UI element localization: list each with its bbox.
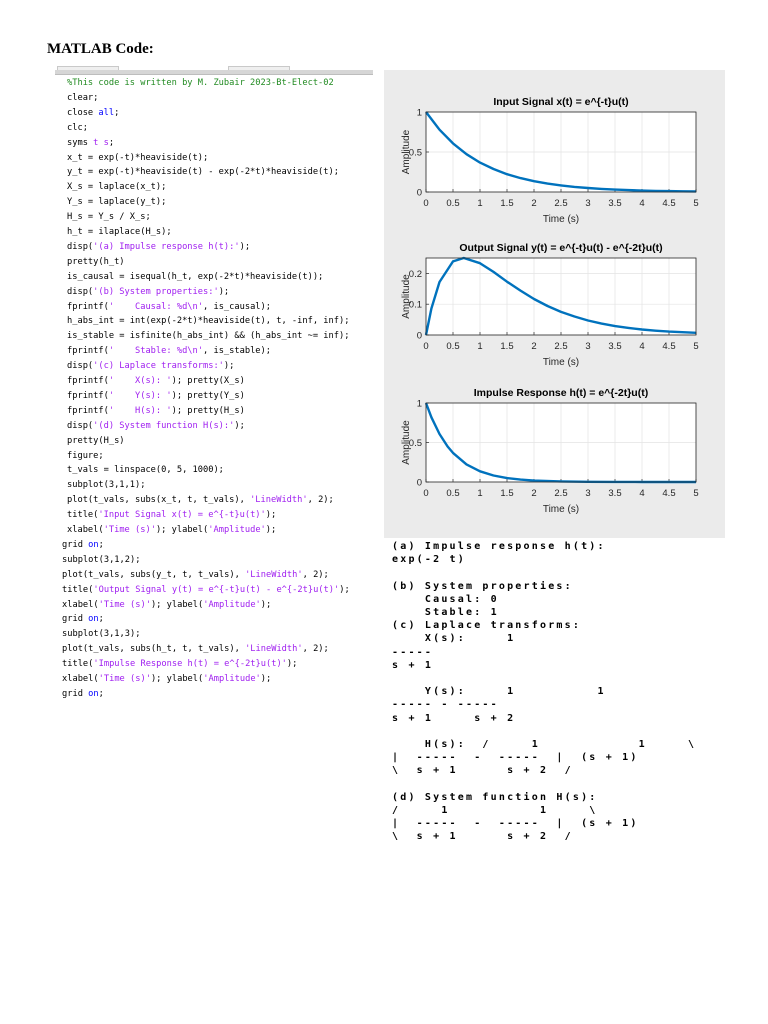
- code-line: [67, 494, 334, 506]
- y-axis-label: Amplitude: [401, 129, 412, 175]
- x-tick-label: 2.5: [554, 341, 568, 352]
- code-token: ); pretty(Y_s): [171, 390, 245, 401]
- code-line: [62, 554, 140, 566]
- code-line: [67, 524, 276, 536]
- code-token: disp(: [67, 361, 94, 372]
- output-line: s + 1 s + 2: [392, 712, 516, 724]
- code-token: ;: [114, 107, 120, 118]
- code-line: [67, 420, 245, 432]
- code-token: ); ylabel(: [150, 599, 204, 610]
- code-line: [67, 345, 271, 357]
- code-token: 'Time (s)': [98, 674, 151, 684]
- x-tick-label: 4: [639, 341, 645, 352]
- output-line: (d) System function H(s):: [392, 791, 598, 803]
- code-token: xlabel(: [67, 525, 104, 535]
- code-token: t_vals = linspace(0, 5, 1000);: [67, 465, 224, 476]
- code-token: disp(: [67, 420, 94, 431]
- code-token: fprintf(: [67, 301, 109, 312]
- y-tick-label: 1: [416, 398, 422, 410]
- code-token: is_stable = isfinite(h_abs_int) && (h_abs_int ~= inf);: [67, 331, 350, 342]
- code-token: fprintf(: [67, 346, 109, 357]
- y-tick-label: 0.2: [408, 268, 422, 280]
- code-token: y_t = exp(-t)*heaviside(t) - exp(-2*t)*heaviside(t);: [67, 167, 339, 178]
- code-line: [67, 241, 250, 253]
- x-tick-label: 1: [477, 198, 483, 209]
- code-token: fprintf(: [67, 390, 109, 401]
- output-line: -----: [392, 646, 434, 658]
- code-token: 'Impulse Response h(t) = e^{-2t}u(t)': [93, 659, 287, 670]
- code-token: on: [88, 614, 99, 625]
- code-token: ;: [98, 539, 104, 550]
- code-line: [67, 107, 119, 119]
- x-tick-label: 4.5: [662, 341, 676, 352]
- code-line: [67, 330, 349, 342]
- output-line: exp(-2 t): [392, 554, 466, 566]
- code-line: [67, 315, 349, 327]
- code-token: );: [260, 674, 272, 684]
- code-token: '(d) System function H(s):': [93, 420, 235, 431]
- code-token: 'Output Signal y(t) = e^{-t}u(t) - e^{-2t}u(t)': [93, 584, 340, 595]
- y-tick-label: 0: [416, 330, 422, 342]
- code-line: [67, 405, 245, 417]
- code-token: , 2);: [302, 569, 329, 580]
- code-token: ' Stable: %d\n': [108, 346, 203, 357]
- subplot-2: [401, 242, 699, 368]
- code-token: t s: [93, 137, 109, 148]
- code-token: );: [286, 659, 298, 670]
- x-tick-label: 4.5: [662, 488, 676, 499]
- code-token: grid: [62, 539, 89, 550]
- x-tick-label: 3.5: [608, 198, 622, 209]
- code-line: [62, 643, 329, 655]
- y-tick-label: 0.5: [408, 438, 422, 449]
- code-token: 'Amplitude': [203, 599, 261, 610]
- code-token: title(: [67, 510, 99, 521]
- code-token: );: [223, 361, 235, 372]
- figure-plots: [384, 70, 725, 538]
- code-token: );: [339, 584, 350, 595]
- x-tick-label: 3.5: [608, 488, 622, 499]
- code-line: [67, 152, 208, 164]
- code-token: grid: [62, 688, 89, 699]
- code-token: %This code is written by M. Zubair 2023-Bt-Elect-02: [67, 78, 334, 88]
- code-line: [67, 77, 334, 89]
- code-token: plot(t_vals, subs(y_t, t, t_vals),: [62, 569, 246, 580]
- y-axis-label: Amplitude: [401, 274, 412, 319]
- code-token: fprintf(: [67, 405, 109, 416]
- x-axis-label: Time (s): [542, 214, 580, 225]
- x-tick-label: 2.5: [554, 198, 568, 209]
- code-token: 'Amplitude': [203, 674, 261, 684]
- code-token: all: [98, 107, 115, 118]
- code-token: 'Time (s)': [103, 525, 156, 535]
- plot-title: Impulse Response h(t) = e^{-2t}u(t): [473, 387, 649, 399]
- code-line: [67, 166, 339, 178]
- code-line: [67, 509, 276, 521]
- code-token: ); pretty(X_s): [171, 376, 245, 386]
- output-line: Causal: 0: [392, 593, 499, 605]
- x-tick-label: 3: [585, 488, 591, 499]
- code-token: on: [88, 539, 99, 550]
- code-token: Y_s = laplace(y_t);: [67, 197, 167, 208]
- output-line: Stable: 1: [392, 607, 499, 618]
- code-token: title(: [62, 659, 94, 670]
- code-token: 'LineWidth': [245, 644, 303, 655]
- code-token: close: [67, 107, 99, 118]
- code-token: plot(t_vals, subs(x_t, t, t_vals),: [67, 495, 251, 506]
- code-line: [62, 658, 297, 670]
- output-line: H(s): / 1 1 \: [392, 739, 697, 750]
- x-tick-label: 1: [477, 488, 483, 499]
- x-tick-label: 0.5: [446, 341, 460, 352]
- code-token: fprintf(: [67, 376, 109, 386]
- code-line: [62, 688, 104, 700]
- code-token: , 2);: [307, 495, 334, 506]
- plot-title: Input Signal x(t) = e^{-t}u(t): [493, 96, 629, 108]
- code-token: 'LineWidth': [250, 495, 308, 506]
- code-token: );: [260, 599, 272, 610]
- x-tick-label: 5: [693, 488, 699, 499]
- code-token: );: [234, 420, 245, 431]
- code-token: ' H(s): ': [108, 405, 172, 416]
- code-token: pretty(h_t): [67, 256, 125, 267]
- code-token: pretty(H_s): [67, 435, 125, 446]
- code-line: [67, 271, 323, 283]
- x-tick-label: 5: [693, 341, 699, 352]
- x-axis-label: Time (s): [542, 357, 580, 368]
- code-token: '(a) Impulse response h(t):': [93, 241, 240, 252]
- code-token: ); pretty(H_s): [171, 405, 245, 416]
- x-tick-label: 3: [585, 341, 591, 352]
- code-line: [67, 435, 125, 447]
- page-heading: MATLAB Code:: [47, 41, 154, 57]
- x-tick-label: 0: [423, 198, 429, 209]
- code-token: , is_causal);: [203, 301, 271, 312]
- output-line: \ s + 1 s + 2 /: [392, 831, 573, 843]
- code-token: );: [265, 510, 277, 521]
- code-token: on: [88, 688, 99, 699]
- x-tick-label: 4: [639, 488, 645, 499]
- code-token: grid: [62, 614, 89, 625]
- code-token: subplot(3,1,2);: [62, 554, 141, 565]
- x-axis-label: Time (s): [542, 504, 580, 515]
- code-line: [67, 181, 166, 193]
- x-tick-label: 4: [639, 198, 645, 209]
- subplot-1: [401, 96, 699, 225]
- x-tick-label: 1.5: [500, 488, 514, 499]
- code-line: [67, 286, 229, 298]
- x-tick-label: 0: [423, 341, 429, 352]
- x-tick-label: 0: [423, 488, 429, 499]
- code-line: [62, 599, 271, 611]
- code-token: X_s = laplace(x_t);: [67, 182, 167, 193]
- code-line: [62, 569, 329, 581]
- code-token: 'LineWidth': [245, 569, 303, 580]
- x-tick-label: 0.5: [446, 488, 460, 499]
- code-token: clc;: [67, 122, 88, 133]
- code-line: [67, 226, 172, 238]
- x-tick-label: 3: [585, 198, 591, 209]
- subplot-3: [401, 387, 699, 515]
- code-token: );: [239, 241, 251, 252]
- code-line: [62, 673, 271, 685]
- code-token: ;: [98, 614, 104, 625]
- code-token: ' X(s): ': [108, 376, 172, 386]
- code-token: h_abs_int = int(exp(-2*t)*heaviside(t), t, -inf, inf);: [67, 316, 350, 327]
- y-axis-label: Amplitude: [401, 420, 412, 465]
- code-line: [67, 301, 271, 313]
- code-line: [67, 479, 145, 491]
- code-token: title(: [62, 584, 94, 595]
- code-line: [67, 375, 245, 387]
- code-line: [67, 256, 125, 268]
- code-line: [62, 539, 104, 551]
- code-line: [67, 211, 151, 223]
- code-line: [67, 92, 98, 104]
- x-tick-label: 1: [477, 341, 483, 352]
- code-token: '(c) Laplace transforms:': [93, 361, 224, 372]
- y-tick-label: 0: [416, 477, 422, 489]
- output-line: X(s): 1: [392, 633, 516, 645]
- output-line: \ s + 1 s + 2 /: [392, 765, 573, 777]
- output-line: (a) Impulse response h(t):: [392, 541, 606, 552]
- code-line: [62, 628, 140, 640]
- code-token: , 2);: [302, 644, 329, 655]
- code-line: [62, 584, 350, 596]
- output-line: (c) Laplace transforms:: [392, 620, 582, 632]
- x-tick-label: 4.5: [662, 198, 676, 209]
- code-line: [67, 122, 88, 134]
- output-line: s + 1: [392, 659, 434, 671]
- code-token: subplot(3,1,1);: [67, 480, 146, 491]
- output-line: | ----- - ----- | (s + 1): [392, 752, 639, 764]
- code-token: syms: [67, 137, 94, 148]
- output-line: | ----- - ----- | (s + 1): [392, 818, 639, 830]
- y-tick-label: 0.1: [408, 299, 422, 311]
- output-line: (b) System properties:: [392, 580, 573, 592]
- editor-toolbar-strip: [55, 70, 373, 75]
- code-token: ); ylabel(: [150, 674, 204, 684]
- code-token: is_causal = isequal(h_t, exp(-2*t)*heaviside(t));: [67, 271, 324, 282]
- code-token: 'Input Signal x(t) = e^{-t}u(t)': [98, 510, 266, 521]
- code-token: disp(: [67, 241, 94, 252]
- code-line: [67, 464, 224, 476]
- matlab-figure-window: [384, 70, 725, 538]
- code-token: 'Time (s)': [98, 599, 151, 610]
- code-token: xlabel(: [62, 599, 99, 610]
- code-line: [67, 450, 104, 462]
- code-line: [67, 137, 114, 149]
- x-tick-label: 2: [531, 198, 537, 209]
- x-tick-label: 2: [531, 341, 537, 352]
- code-line: [67, 390, 245, 402]
- code-line: [67, 360, 234, 372]
- code-token: , is_stable);: [203, 346, 271, 357]
- y-tick-label: 1: [416, 107, 422, 119]
- code-token: x_t = exp(-t)*heaviside(t);: [67, 152, 209, 163]
- output-line: ----- - -----: [392, 699, 499, 711]
- code-token: ;: [98, 688, 104, 699]
- code-token: h_t = ilaplace(H_s);: [67, 227, 172, 237]
- code-token: figure;: [67, 450, 104, 461]
- code-token: ' Causal: %d\n': [108, 301, 203, 312]
- x-tick-label: 2.5: [554, 488, 568, 499]
- x-tick-label: 1.5: [500, 198, 514, 209]
- output-line: Y(s): 1 1: [392, 686, 606, 698]
- code-token: clear;: [67, 92, 99, 103]
- code-token: plot(t_vals, subs(h_t, t, t_vals),: [62, 644, 246, 655]
- code-token: xlabel(: [62, 674, 99, 684]
- y-tick-label: 0.5: [408, 147, 422, 159]
- x-tick-label: 1.5: [500, 341, 514, 352]
- code-line: [67, 196, 166, 208]
- code-token: 'Amplitude': [208, 525, 266, 535]
- code-line: [62, 613, 104, 625]
- x-tick-label: 5: [693, 198, 699, 209]
- x-tick-label: 3.5: [608, 341, 622, 352]
- code-token: '(b) System properties:': [93, 286, 219, 297]
- code-token: H_s = Y_s / X_s;: [67, 212, 151, 223]
- code-token: );: [218, 286, 230, 297]
- x-tick-label: 2: [531, 488, 537, 499]
- output-line: / 1 1 \: [392, 805, 598, 816]
- code-token: disp(: [67, 286, 94, 297]
- code-token: );: [265, 525, 277, 535]
- code-token: subplot(3,1,3);: [62, 629, 141, 640]
- code-token: ;: [108, 137, 115, 148]
- code-token: ); ylabel(: [155, 525, 209, 535]
- code-token: ' Y(s): ': [108, 390, 172, 401]
- x-tick-label: 0.5: [446, 198, 460, 209]
- plot-title: Output Signal y(t) = e^{-t}u(t) - e^{-2t}u(t): [459, 242, 663, 254]
- y-tick-label: 0: [416, 187, 422, 199]
